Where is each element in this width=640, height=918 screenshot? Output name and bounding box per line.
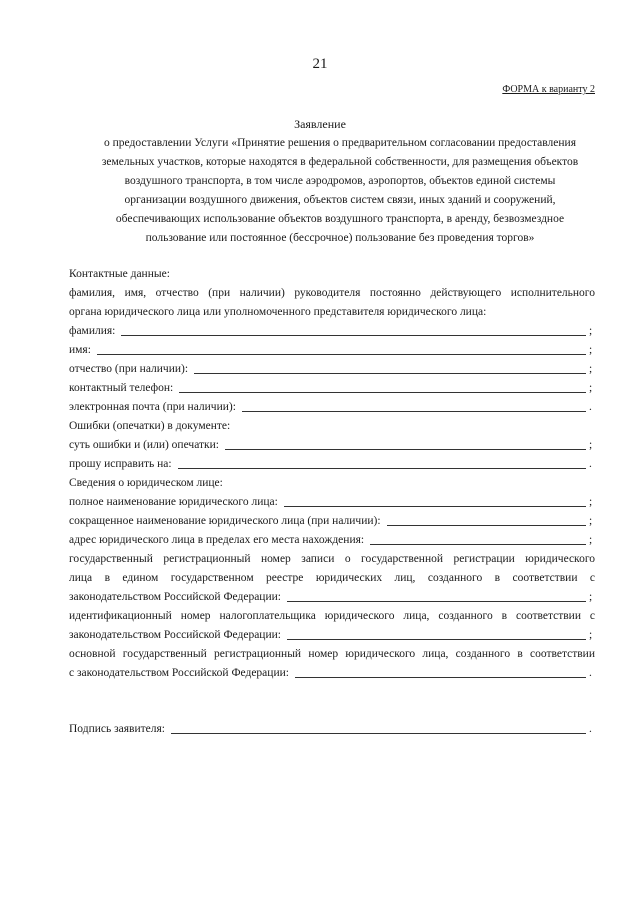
subtitle-line: воздушного транспорта, в том числе аэродромов, аэропортов, объектов единой системы	[124, 175, 556, 187]
form-reference: ФОРМА к варианту 2	[502, 84, 595, 95]
subtitle-line: организации воздушного движения, объектов систем связи, иных зданий и сооружений,	[124, 194, 556, 206]
subtitle-line: обеспечивающих использование объектов воздушного транспорта, в аренду, безвозмездное	[115, 213, 565, 225]
form-body	[69, 265, 595, 683]
main-ogrn-description-line: основной государственный регистрационный номер юридического лица, созданного в соответствии	[69, 648, 595, 660]
signature-block	[69, 720, 595, 739]
full-name-field[interactable]: полное наименование юридического лица: ;	[69, 496, 593, 508]
address-input-line[interactable]	[370, 544, 586, 545]
contacts-intro-line: фамилия, имя, отчество (при наличии) руководителя постоянно действующего исполнительного	[69, 287, 595, 299]
ogrn-description-line: лица в едином государственном реестре юридических лиц, созданного в соответствии с	[69, 572, 595, 584]
short-name-input-line[interactable]	[387, 525, 586, 526]
short-name-field[interactable]: сокращенное наименование юридического лица (при наличии): ;	[69, 515, 593, 527]
inn-input-line[interactable]	[287, 639, 586, 640]
name-field[interactable]: имя: ;	[69, 344, 593, 356]
ogrn-description-line: государственный регистрационный номер записи о государственной регистрации юридического	[69, 553, 595, 565]
error-essence-field[interactable]: суть ошибки и (или) опечатки: ;	[69, 439, 593, 451]
signature-input-line[interactable]	[171, 733, 586, 734]
name-input-line[interactable]	[97, 354, 586, 355]
email-field[interactable]: электронная почта (при наличии): .	[69, 401, 592, 413]
address-field[interactable]: адрес юридического лица в пределах его места нахождения: ;	[69, 534, 593, 546]
email-input-line[interactable]	[242, 411, 586, 412]
phone-input-line[interactable]	[179, 392, 586, 393]
main-ogrn-field[interactable]: с законодательством Российской Федерации: .	[69, 667, 592, 679]
inn-field[interactable]: законодательством Российской Федерации: ;	[69, 629, 593, 641]
subtitle-line: земельных участков, которые находятся в федеральной собственности, для размещения объектов	[101, 156, 579, 168]
page-number: 21	[312, 56, 328, 72]
patronymic-input-line[interactable]	[194, 373, 586, 374]
subtitle-line: о предоставлении Услуги «Принятие решения о предварительном согласовании предоставления	[104, 137, 576, 149]
patronymic-field[interactable]: отчество (при наличии): ;	[69, 363, 593, 375]
ogrn-field[interactable]: законодательством Российской Федерации: ;	[69, 591, 593, 603]
full-name-input-line[interactable]	[284, 506, 586, 507]
contacts-intro-line: органа юридического лица или уполномоченного представителя юридического лица:	[69, 306, 487, 318]
errors-heading: Ошибки (опечатки) в документе:	[69, 420, 231, 432]
surname-field[interactable]: фамилия: ;	[69, 325, 593, 337]
legal-entity-heading: Сведения о юридическом лице:	[69, 477, 223, 489]
document-subtitle	[80, 134, 600, 248]
signature-field[interactable]: Подпись заявителя: .	[69, 723, 592, 735]
surname-input-line[interactable]	[121, 335, 586, 336]
main-ogrn-input-line[interactable]	[295, 677, 586, 678]
correction-field[interactable]: прошу исправить на: .	[69, 458, 592, 470]
phone-field[interactable]: контактный телефон: ;	[69, 382, 593, 394]
error-essence-input-line[interactable]	[225, 449, 586, 450]
ogrn-input-line[interactable]	[287, 601, 586, 602]
document-title: Заявление	[294, 117, 346, 131]
subtitle-line: пользование или постоянное (бессрочное) пользование без проведения торгов»	[145, 232, 535, 244]
contacts-heading: Контактные данные:	[69, 268, 170, 280]
correction-input-line[interactable]	[178, 468, 586, 469]
inn-description-line: идентификационный номер налогоплательщика юридического лица, созданного в соответствии с	[69, 610, 595, 622]
